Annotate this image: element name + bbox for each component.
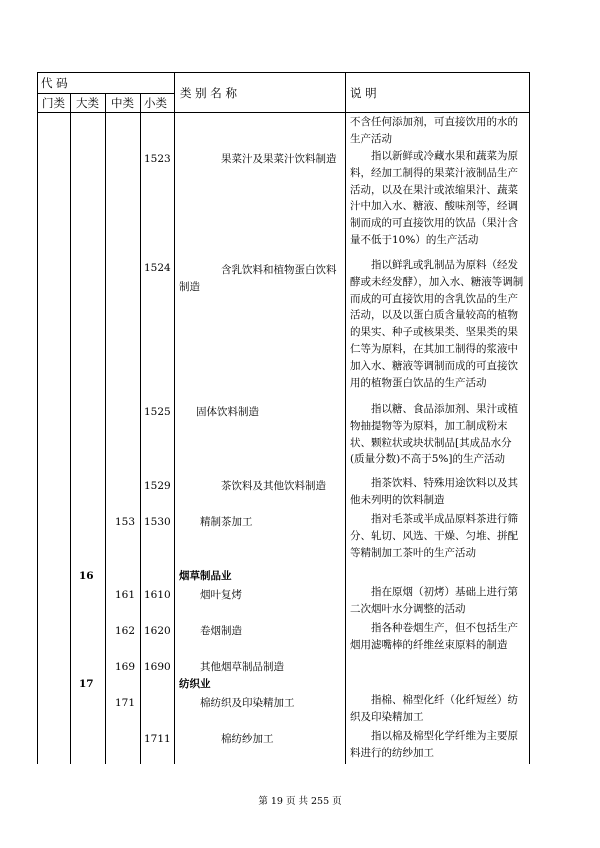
da-code: 17 [79, 678, 94, 690]
description-cell: 指以新鲜或冷藏水果和蔬菜为原料，经加工制得的果菜汁液制品生产活动，以及在果汁或浓缩果汁、蔬菜汁中加入水、糖液、酸味剂等，经调制而成的可直接饮用的饮品（果汁含量不低于10%）的生产活动 [350, 150, 518, 246]
xiao-code: 1610 [144, 589, 171, 601]
description-cell: 指以糖、食品添加剂、果汁或植物抽提物等为原料，加工制成粉末状、颗粒状或块状制品[其成品水分(质量分数)不高于5%]的生产活动 [350, 403, 518, 466]
category-name: 固体饮料制造 [196, 406, 259, 418]
xiao-code: 1523 [144, 153, 171, 165]
xiao-code: 1690 [144, 661, 171, 673]
xiao-code: 1529 [144, 480, 171, 492]
category-name: 含乳饮料和植物蛋白饮料制造 [179, 264, 337, 293]
category-name: 棉纺纱加工 [221, 733, 274, 745]
header-da: 大类 [76, 96, 99, 110]
table-border-left [37, 72, 38, 764]
xiao-code: 1524 [144, 262, 171, 274]
description-cell: 指以鲜乳或乳制品为原料（经发酵或未经发酵），加入水、糖液等调制而成的可直接饮用的含乳饮品的生产活动，以及以蛋白质含量较高的植物的果实、种子或核果类、坚果类的果仁等为原料，在其加工制得的浆液中加入水、糖液等调制而成的可直接饮用的植物蛋白饮品的生产活动 [350, 259, 524, 389]
classification-table [37, 72, 530, 764]
header-description: 说 明 [350, 86, 377, 100]
xiao-code: 1525 [144, 406, 171, 418]
zhong-code: 161 [115, 589, 136, 601]
column-divider [70, 93, 71, 764]
page-footer: 第 19 页 共 255 页 [258, 796, 342, 807]
xiao-code: 1620 [144, 625, 171, 637]
description-cell: 指茶饮料、特殊用途饮料以及其他未列明的饮料制造 [350, 477, 518, 506]
zhong-code: 162 [115, 625, 136, 637]
category-name: 卷烟制造 [200, 625, 242, 637]
description-cell: 指在原烟（初烤）基础上进行第二次烟叶水分调整的活动 [350, 586, 518, 615]
header-men: 门类 [42, 96, 65, 110]
zhong-code: 153 [115, 516, 136, 528]
table-border-right [529, 72, 530, 764]
header-zhong: 中类 [111, 96, 134, 110]
column-divider [105, 93, 106, 764]
category-name: 烟草制品业 [179, 570, 232, 582]
description-cell: 指对毛茶或半成品原料茶进行筛分、轧切、风选、干燥、匀堆、拼配等精制加工茶叶的生产活动 [350, 513, 518, 559]
description-cell: 指各种卷烟生产，但不包括生产烟用滤嘴棒的纤维丝束原料的制造 [350, 622, 518, 651]
header-category-name: 类 别 名 称 [180, 86, 237, 100]
description-cell: 不含任何添加剂，可直接饮用的水的生产活动 [350, 116, 518, 145]
da-code: 16 [79, 570, 94, 582]
column-divider [140, 93, 141, 764]
description-cell: 指以棉及棉型化学纤维为主要原料进行的纺纱加工 [350, 730, 518, 759]
description-cell: 指棉、棉型化纤（化纤短丝）纺织及印染精加工 [350, 694, 518, 723]
table-border-top [37, 72, 530, 73]
zhong-code: 171 [115, 697, 136, 709]
header-divider [37, 93, 174, 94]
zhong-code: 169 [115, 661, 136, 673]
category-name: 纺织业 [179, 678, 211, 690]
header-xiao: 小类 [144, 96, 167, 110]
category-name: 棉纺织及印染精加工 [200, 697, 295, 709]
category-name: 其他烟草制品制造 [200, 661, 284, 673]
category-name: 精制茶加工 [200, 516, 253, 528]
category-name: 果菜汁及果菜汁饮料制造 [221, 153, 337, 165]
column-divider [174, 72, 175, 764]
header-code: 代 码 [41, 76, 68, 90]
category-name: 茶饮料及其他饮料制造 [221, 480, 326, 492]
header-bottom-rule [37, 112, 530, 113]
category-name: 烟叶复烤 [200, 589, 242, 601]
xiao-code: 1530 [144, 516, 171, 528]
xiao-code: 1711 [144, 733, 171, 745]
column-divider [345, 72, 346, 764]
